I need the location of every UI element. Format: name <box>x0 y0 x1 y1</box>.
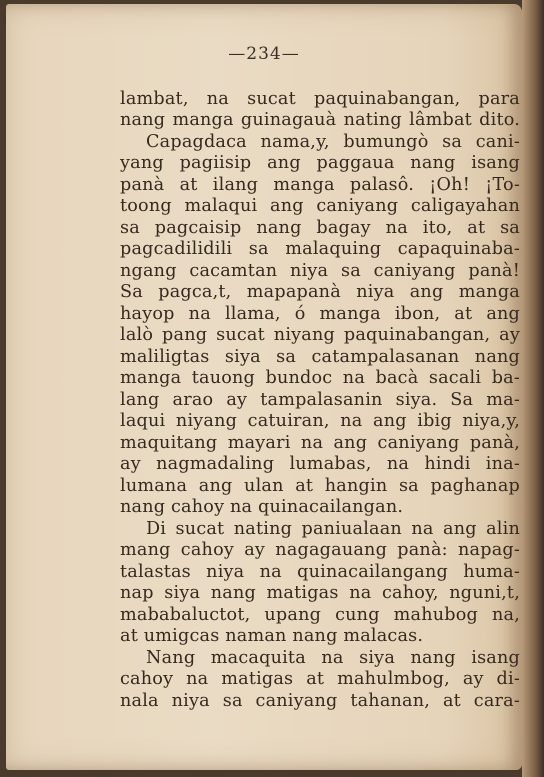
text-line: talastas niya na quinacailangang huma- <box>120 562 520 582</box>
text-line: nang cahoy na quinacailangan. <box>120 497 404 517</box>
text-line: maliligtas siya sa catampalasanan nang <box>120 347 520 367</box>
text-line: lumana ang ulan at hangin sa paghanap <box>120 476 520 496</box>
text-line: Nang macaquita na siya nang isang <box>146 648 520 668</box>
text-line: manga tauong bundoc na bacà sacali ba- <box>120 368 520 388</box>
text-line: cahoy na matigas at mahulmbog, ay di- <box>120 669 520 689</box>
text-line: toong malaqui ang caniyang caligayahan <box>120 196 520 216</box>
book-edge <box>522 0 544 777</box>
text-line: nap siya nang matigas na cahoy, nguni,t, <box>120 583 520 603</box>
text-line: lambat, na sucat paquinabangan, para <box>120 89 520 109</box>
text-line: laqui niyang catuiran, na ang ibig niya,y, <box>120 411 520 431</box>
text-line: mang cahoy ay nagagauang panà: napag- <box>120 540 520 560</box>
text-line: Sa pagca,t, mapapanà niya ang manga <box>120 282 520 302</box>
text-line: at umigcas naman nang malacas. <box>120 626 424 646</box>
text-line: nala niya sa caniyang tahanan, at cara- <box>120 691 520 711</box>
text-line: Di sucat nating paniualaan na ang alin <box>146 519 520 539</box>
text-line: maquitang mayari na ang caniyang panà, <box>120 433 520 453</box>
text-line: nang manga guinagauà nating lâmbat dito. <box>120 110 520 130</box>
text-line: ay nagmadaling lumabas, na hindi ina- <box>120 454 520 474</box>
text-line: sa pagcaisip nang bagay na ito, at sa <box>120 218 520 238</box>
text-line: mababaluctot, upang cung mahubog na, <box>120 605 520 625</box>
text-line: Capagdaca nama,y, bumungò sa cani- <box>146 132 520 152</box>
text-line: hayop na llama, ó manga ibon, at ang <box>120 304 520 324</box>
book-page <box>6 4 522 770</box>
text-line: ngang cacamtan niya sa caniyang panà! <box>120 261 520 281</box>
page-number: —234— <box>228 44 300 64</box>
text-line: lalò pang sucat niyang paquinabangan, ay <box>120 325 520 345</box>
text-line: lang arao ay tampalasanin siya. Sa ma- <box>120 390 520 410</box>
text-line: panà at ilang manga palasô. ¡Oh! ¡To- <box>120 175 520 195</box>
text-line: yang pagiisip ang paggaua nang isang <box>120 153 520 173</box>
text-line: pagcadilidili sa malaquing capaquinaba- <box>120 239 520 259</box>
